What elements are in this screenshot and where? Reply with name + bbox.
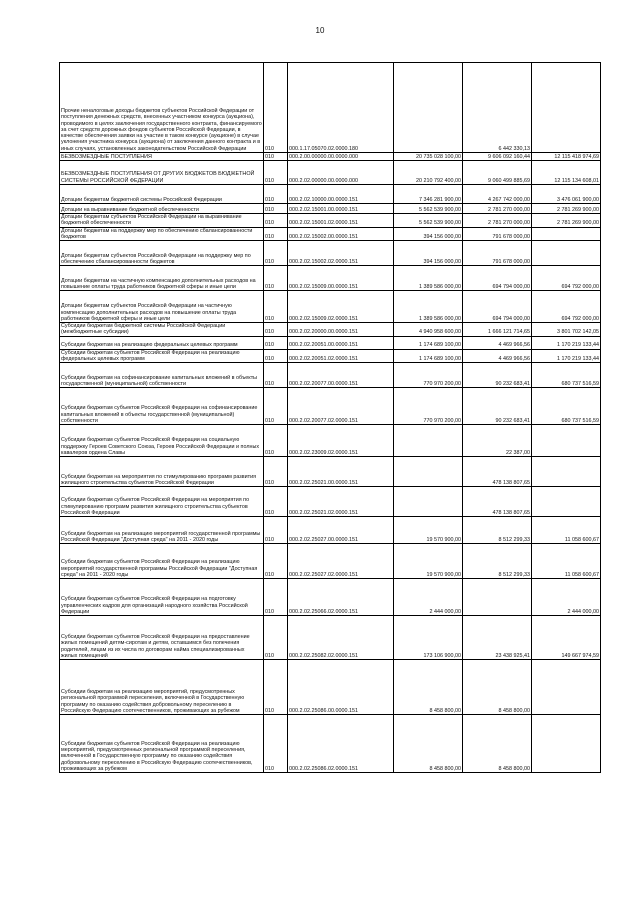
row-unexecuted-amount-cell: 694 792 000,00 [532,291,601,323]
table-row [60,153,601,161]
row-unexecuted-amount-cell: 2 444 000,00 [532,579,601,616]
row-approved-amount-cell: 5 562 539 900,00 [394,204,463,214]
row-admin-code-cell: 010 [264,388,288,425]
row-approved-amount-cell: 770 970 200,00 [394,363,463,388]
row-budget-code-cell: 000.2.02.15002.00.0000.151 [288,227,394,241]
row-admin-code-cell: 010 [264,517,288,544]
row-admin-code-cell: 010 [264,185,288,204]
row-approved-amount-cell: 19 570 900,00 [394,544,463,579]
row-admin-code-cell: 010 [264,241,288,266]
row-unexecuted-amount-cell: 2 781 269 900,00 [532,214,601,228]
row-admin-code-cell: 010 [264,349,288,363]
row-budget-code-cell: 000.2.02.10000.00.0000.151 [288,185,394,204]
row-name-cell: Субсидии бюджетам субъектов Российской Федерации на социальную поддержку Героев Советского Союза, Героев Российской Федерации и полных кавалеров ордена Славы [60,425,264,457]
table-row [60,616,601,660]
row-budget-code-cell: 000.2.02.25086.00.0000.151 [288,660,394,715]
row-approved-amount-cell: 8 458 800,00 [394,660,463,715]
row-executed-amount-cell: 694 794 000,00 [463,266,532,291]
row-approved-amount-cell: 173 106 900,00 [394,616,463,660]
row-approved-amount-cell [394,457,463,487]
row-approved-amount-cell: 20 735 028 100,00 [394,153,463,161]
row-name-cell: Дотации бюджетам бюджетной системы Российской Федерации [60,185,264,204]
row-approved-amount-cell: 5 562 539 900,00 [394,214,463,228]
table-row [60,241,601,266]
row-unexecuted-amount-cell: 12 115 134 608,01 [532,161,601,185]
row-executed-amount-cell: 90 232 683,41 [463,363,532,388]
row-executed-amount-cell: 478 138 807,65 [463,457,532,487]
table-row [60,660,601,715]
table-row [60,227,601,241]
row-budget-code-cell: 000.2.02.20077.00.0000.151 [288,363,394,388]
row-name-cell: Субсидии бюджетам субъектов Российской Федерации на реализацию федеральных целевых программ [60,349,264,363]
row-executed-amount-cell: 791 678 000,00 [463,241,532,266]
row-unexecuted-amount-cell: 3 476 061 900,00 [532,185,601,204]
row-executed-amount-cell: 1 666 121 714,65 [463,323,532,337]
row-admin-code-cell: 010 [264,544,288,579]
row-name-cell: Субсидии бюджетам бюджетной системы Российской Федерации (межбюджетные субсидии) [60,323,264,337]
table-row [60,214,601,228]
table-row [60,63,601,153]
row-budget-code-cell: 000.2.02.20000.00.0000.151 [288,323,394,337]
row-approved-amount-cell [394,63,463,153]
row-budget-code-cell: 000.2.00.00000.00.0000.000 [288,153,394,161]
row-executed-amount-cell: 2 781 270 000,00 [463,214,532,228]
row-unexecuted-amount-cell: 3 801 702 142,05 [532,323,601,337]
row-name-cell: Дотации бюджетам субъектов Российской Федерации на частичную компенсацию дополнительных расходов на повышение оплаты труда работников бюджетной сферы и иные цели [60,291,264,323]
row-budget-code-cell: 000.2.02.23009.02.0000.151 [288,425,394,457]
row-executed-amount-cell: 8 512 299,33 [463,544,532,579]
row-executed-amount-cell: 90 232 683,41 [463,388,532,425]
row-name-cell: Дотации на выравнивание бюджетной обеспеченности [60,204,264,214]
row-budget-code-cell: 000.2.02.25086.02.0000.151 [288,715,394,773]
row-name-cell: Дотации бюджетам субъектов Российской Федерации на поддержку мер по обеспечению сбалансированности бюджетов [60,241,264,266]
row-name-cell: Субсидии бюджетам на мероприятия по стимулированию программ развития жилищного строительства субъектов Российской Федерации [60,457,264,487]
table-body [60,63,601,773]
row-admin-code-cell: 010 [264,487,288,517]
row-name-cell: БЕЗВОЗМЕЗДНЫЕ ПОСТУПЛЕНИЯ [60,153,264,161]
row-approved-amount-cell: 8 458 800,00 [394,715,463,773]
row-unexecuted-amount-cell [532,227,601,241]
row-unexecuted-amount-cell [532,715,601,773]
row-name-cell: Дотации бюджетам на поддержку мер по обеспечению сбалансированности бюджетов [60,227,264,241]
row-budget-code-cell: 000.2.02.25021.02.0000.151 [288,487,394,517]
row-admin-code-cell: 010 [264,227,288,241]
table-row [60,291,601,323]
row-admin-code-cell: 010 [264,660,288,715]
row-unexecuted-amount-cell: 2 781 269 900,00 [532,204,601,214]
row-name-cell: Дотации бюджетам на частичную компенсацию дополнительных расходов на повышение оплаты труда работников бюджетной сферы и иные цели [60,266,264,291]
row-executed-amount-cell: 8 458 800,00 [463,715,532,773]
row-executed-amount-cell: 8 458 800,00 [463,660,532,715]
row-budget-code-cell: 000.2.02.15001.02.0000.151 [288,214,394,228]
table-row [60,457,601,487]
row-unexecuted-amount-cell [532,63,601,153]
row-name-cell: Субсидии бюджетам на софинансирование капитальных вложений в объекты государственной (муниципальной) собственности [60,363,264,388]
row-executed-amount-cell: 791 678 000,00 [463,227,532,241]
row-admin-code-cell: 010 [264,336,288,349]
table-row [60,715,601,773]
row-approved-amount-cell: 19 570 900,00 [394,517,463,544]
row-approved-amount-cell: 1 174 689 100,00 [394,349,463,363]
row-unexecuted-amount-cell: 1 170 219 133,44 [532,349,601,363]
row-budget-code-cell: 000.2.02.15001.00.0000.151 [288,204,394,214]
row-budget-code-cell: 000.2.02.15009.02.0000.151 [288,291,394,323]
table-row [60,579,601,616]
row-name-cell: БЕЗВОЗМЕЗДНЫЕ ПОСТУПЛЕНИЯ ОТ ДРУГИХ БЮДЖЕТОВ БЮДЖЕТНОЙ СИСТЕМЫ РОССИЙСКОЙ ФЕДЕРАЦИИ [60,161,264,185]
row-unexecuted-amount-cell: 11 058 600,67 [532,544,601,579]
row-admin-code-cell: 010 [264,204,288,214]
row-admin-code-cell: 010 [264,363,288,388]
row-admin-code-cell: 010 [264,457,288,487]
row-name-cell: Субсидии бюджетам субъектов Российской Федерации на подготовку управленческих кадров для организаций народного хозяйства Российской Федерации [60,579,264,616]
table-row [60,185,601,204]
row-executed-amount-cell: 8 512 299,33 [463,517,532,544]
table-row [60,363,601,388]
row-budget-code-cell: 000.1.17.05070.02.0000.180 [288,63,394,153]
row-name-cell: Дотации бюджетам субъектов Российской Федерации на выравнивание бюджетной обеспеченности [60,214,264,228]
row-name-cell: Субсидии бюджетам на реализацию мероприятий, предусмотренных региональной программой переселения, включенной в Государственную программу по оказанию содействия добровольному переселению в Российскую Федерацию соотечественников, проживающих за рубежом [60,660,264,715]
row-name-cell: Субсидии бюджетам субъектов Российской Федерации на реализацию мероприятий государственной программы Российской Федерации "Доступная среда" на 2011 - 2020 годы [60,544,264,579]
row-executed-amount-cell: 9 606 092 160,44 [463,153,532,161]
row-approved-amount-cell [394,425,463,457]
table-row [60,204,601,214]
row-approved-amount-cell: 2 444 000,00 [394,579,463,616]
row-admin-code-cell: 010 [264,266,288,291]
row-approved-amount-cell: 770 970 200,00 [394,388,463,425]
row-executed-amount-cell: 4 267 742 000,00 [463,185,532,204]
row-approved-amount-cell: 1 389 586 000,00 [394,291,463,323]
row-unexecuted-amount-cell [532,660,601,715]
row-executed-amount-cell: 9 060 499 885,69 [463,161,532,185]
row-approved-amount-cell: 20 210 792 400,00 [394,161,463,185]
row-executed-amount-cell: 478 138 807,65 [463,487,532,517]
page-number: 10 [315,26,325,35]
row-unexecuted-amount-cell: 1 170 219 133,44 [532,336,601,349]
row-admin-code-cell: 010 [264,616,288,660]
row-admin-code-cell: 010 [264,715,288,773]
table-row [60,388,601,425]
row-approved-amount-cell: 394 156 000,00 [394,227,463,241]
row-name-cell: Субсидии бюджетам субъектов Российской Федерации на мероприятия по стимулированию программ развития жилищного строительства субъектов Российской Федерации [60,487,264,517]
row-name-cell: Субсидии бюджетам на реализацию мероприятий государственной программы Российской Федерации "Доступная среда" на 2011 - 2020 годы [60,517,264,544]
row-budget-code-cell: 000.2.02.15009.00.0000.151 [288,266,394,291]
row-admin-code-cell: 010 [264,153,288,161]
row-budget-code-cell: 000.2.02.20051.02.0000.151 [288,349,394,363]
row-budget-code-cell: 000.2.02.00000.00.0000.000 [288,161,394,185]
table-row [60,544,601,579]
row-executed-amount-cell: 6 442 330,13 [463,63,532,153]
row-budget-code-cell: 000.2.02.20077.02.0000.151 [288,388,394,425]
row-admin-code-cell: 010 [264,579,288,616]
row-budget-code-cell: 000.2.02.25082.02.0000.151 [288,616,394,660]
row-unexecuted-amount-cell: 12 115 418 974,69 [532,153,601,161]
table-row [60,161,601,185]
row-approved-amount-cell: 1 389 586 000,00 [394,266,463,291]
row-admin-code-cell: 010 [264,425,288,457]
table-row [60,349,601,363]
row-name-cell: Прочие неналоговые доходы бюджетов субъектов Российской Федерации от поступления денежных средств, внесенных участником конкурса (аукциона), проводимого в целях заключения государственного контракта, финансируемого за счет средств дорожных фондов субъектов Российской Федерации, в качестве обеспечения заявки на участие в таком конкурсе (аукционе) в случае уклонения участника конкурса (аукциона) от заключения данного контракта и в иных случаях, установленных законодательством Российской Федерации [60,63,264,153]
row-unexecuted-amount-cell [532,241,601,266]
table-row [60,425,601,457]
row-unexecuted-amount-cell [532,487,601,517]
row-approved-amount-cell: 1 174 689 100,00 [394,336,463,349]
row-budget-code-cell: 000.2.02.20051.00.0000.151 [288,336,394,349]
row-approved-amount-cell [394,487,463,517]
row-name-cell: Субсидии бюджетам на реализацию федеральных целевых программ [60,336,264,349]
row-approved-amount-cell: 7 346 281 900,00 [394,185,463,204]
row-admin-code-cell: 010 [264,323,288,337]
row-admin-code-cell: 010 [264,63,288,153]
table-row [60,266,601,291]
row-name-cell: Субсидии бюджетам субъектов Российской Федерации на реализацию мероприятий, предусмотренных региональной программой переселения, включенной в Государственную программу по оказанию содействия добровольному переселению в Российскую Федерацию соотечественников, проживающих за рубежом [60,715,264,773]
row-unexecuted-amount-cell: 11 058 600,67 [532,517,601,544]
row-executed-amount-cell: 4 469 966,56 [463,336,532,349]
table-row [60,487,601,517]
row-unexecuted-amount-cell: 680 737 516,59 [532,388,601,425]
row-approved-amount-cell: 394 156 000,00 [394,241,463,266]
row-executed-amount-cell: 4 469 966,56 [463,349,532,363]
row-executed-amount-cell [463,579,532,616]
row-admin-code-cell: 010 [264,291,288,323]
row-budget-code-cell: 000.2.02.25021.00.0000.151 [288,457,394,487]
row-executed-amount-cell: 2 781 270 000,00 [463,204,532,214]
row-admin-code-cell: 010 [264,161,288,185]
budget-revenue-table [59,62,601,773]
row-executed-amount-cell: 23 438 925,41 [463,616,532,660]
row-budget-code-cell: 000.2.02.25027.02.0000.151 [288,544,394,579]
table-row [60,323,601,337]
row-name-cell: Субсидии бюджетам субъектов Российской Федерации на предоставление жилых помещений детям-сиротам и детям, оставшимся без попечения родителей, лицам из их числа по договорам найма специализированных жилых помещений [60,616,264,660]
row-executed-amount-cell: 22 387,00 [463,425,532,457]
row-budget-code-cell: 000.2.02.25027.00.0000.151 [288,517,394,544]
row-approved-amount-cell: 4 940 958 600,00 [394,323,463,337]
row-unexecuted-amount-cell: 694 792 000,00 [532,266,601,291]
row-budget-code-cell: 000.2.02.15002.02.0000.151 [288,241,394,266]
row-admin-code-cell: 010 [264,214,288,228]
row-unexecuted-amount-cell: 149 667 974,59 [532,616,601,660]
table-row [60,336,601,349]
row-name-cell: Субсидии бюджетам субъектов Российской Федерации на софинансирование капитальных вложений в объекты государственной (муниципальной) собственности [60,388,264,425]
row-unexecuted-amount-cell [532,425,601,457]
row-unexecuted-amount-cell: 680 737 516,59 [532,363,601,388]
row-unexecuted-amount-cell [532,457,601,487]
table-row [60,517,601,544]
row-executed-amount-cell: 694 794 000,00 [463,291,532,323]
row-budget-code-cell: 000.2.02.25066.02.0000.151 [288,579,394,616]
